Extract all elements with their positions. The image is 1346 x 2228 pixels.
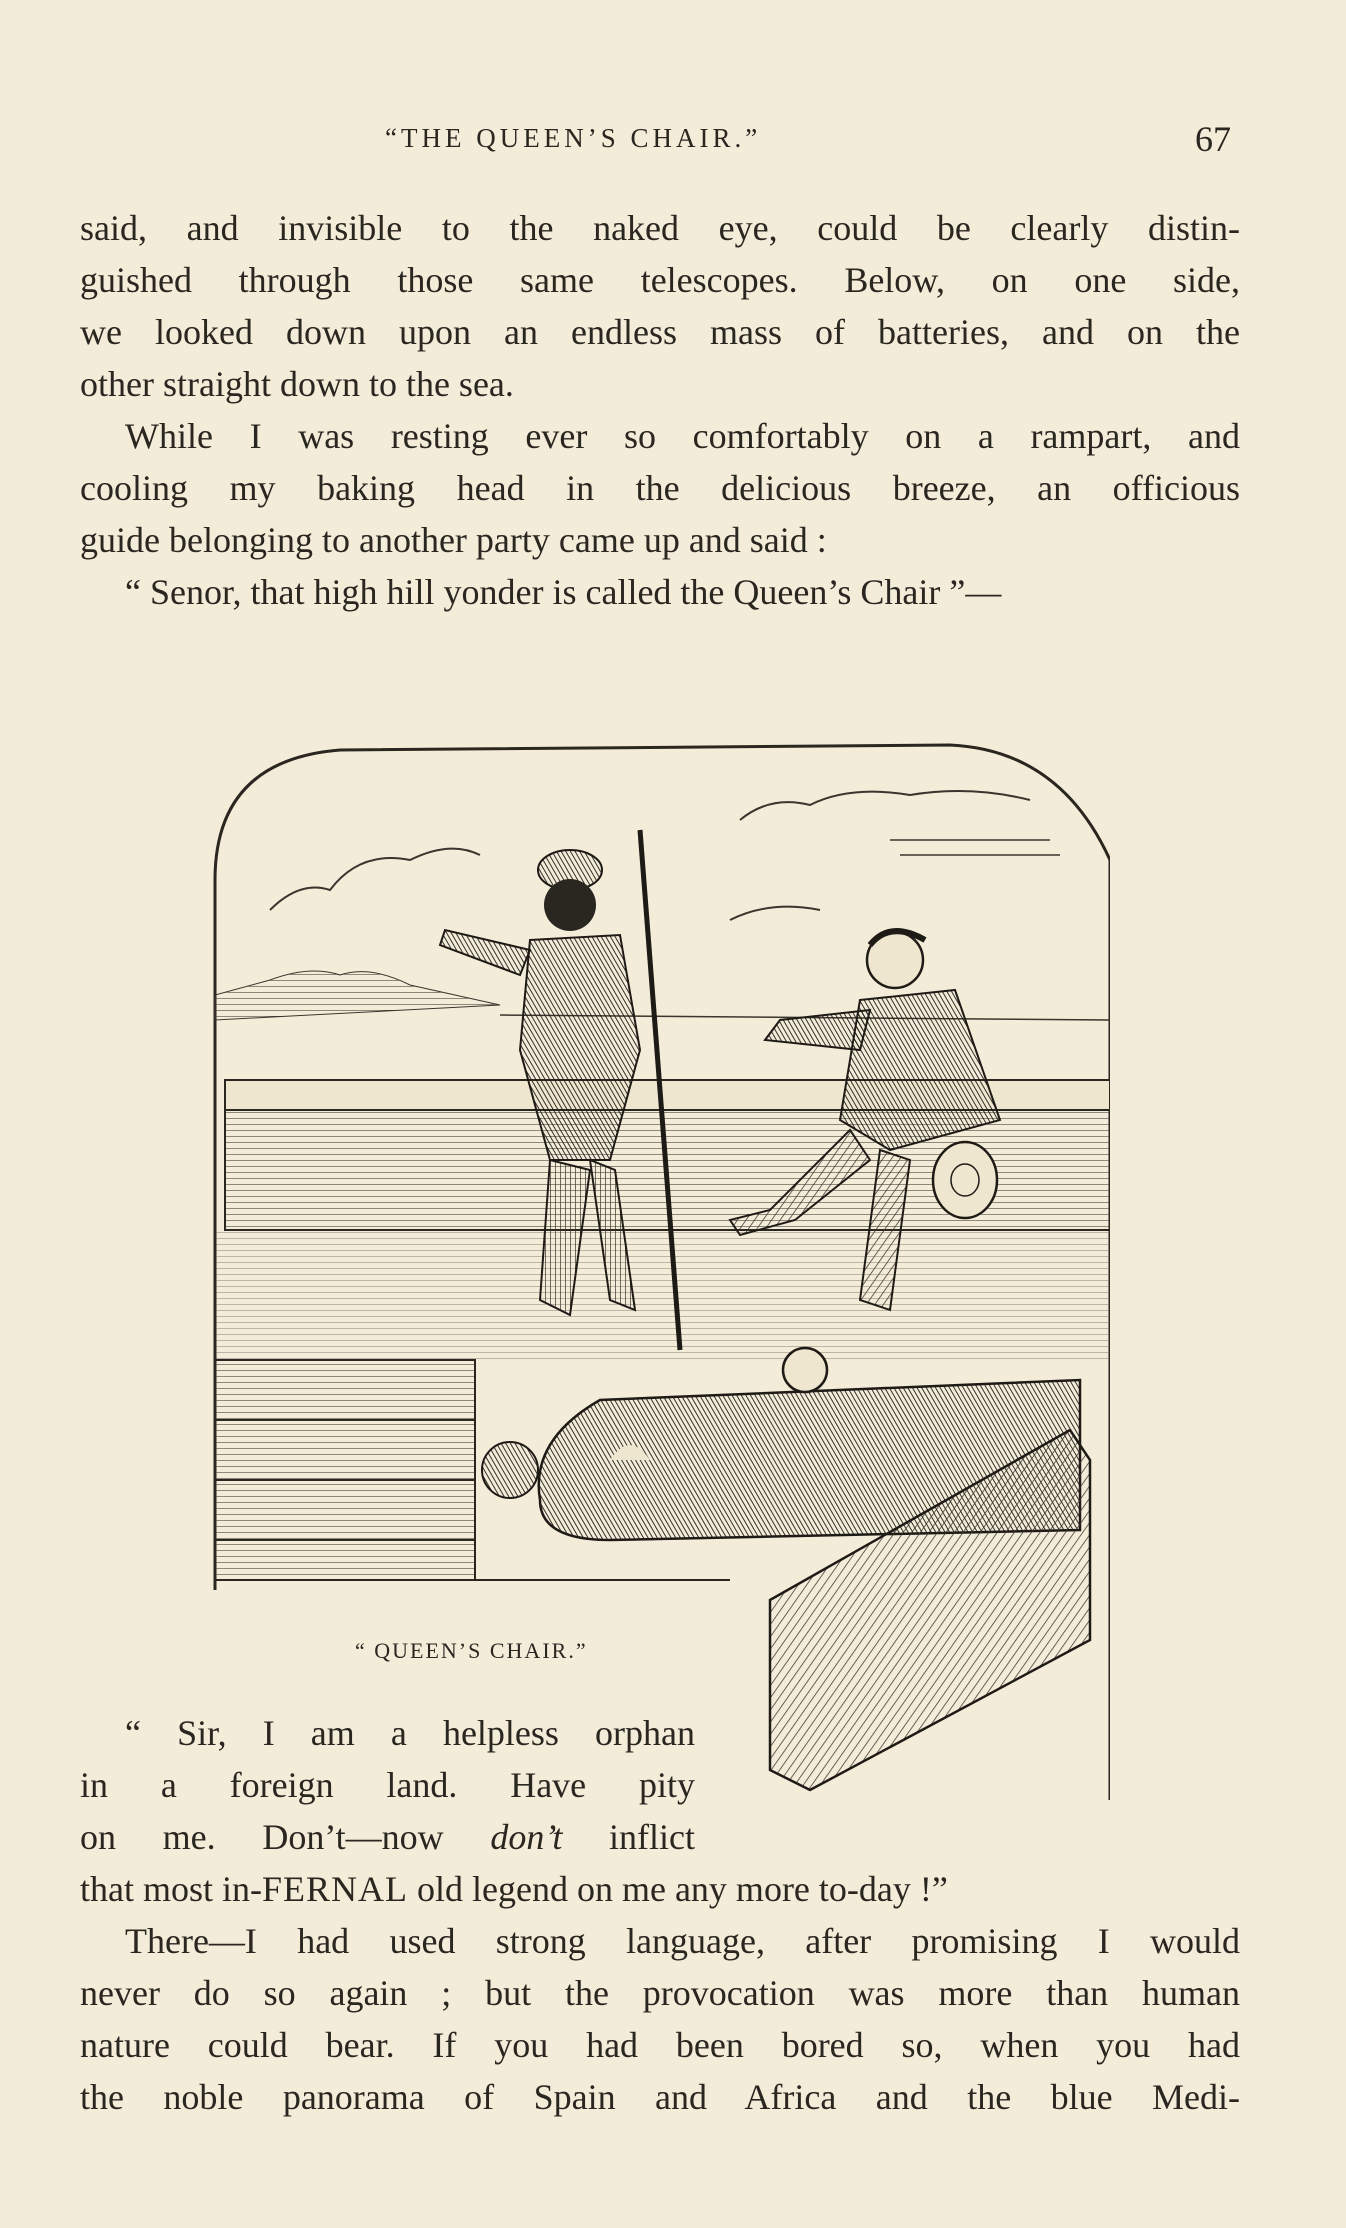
text-run: that most in- bbox=[80, 1869, 262, 1909]
running-header: “THE QUEEN’S CHAIR.” bbox=[385, 123, 762, 153]
text-line bbox=[80, 1811, 695, 1863]
text-run: on me. Don’t—now bbox=[80, 1817, 491, 1857]
text-line: cooling my baking head in the delicious breeze, an officious bbox=[80, 468, 1240, 508]
text-line: While I was resting ever so comfortably on a rampart, and bbox=[125, 416, 1240, 456]
text-line bbox=[80, 1863, 1240, 1915]
text-line: we looked down upon an endless mass of batteries, and on the bbox=[80, 312, 1240, 352]
paragraph-3 bbox=[80, 566, 1240, 618]
paragraph-4-wrapped bbox=[80, 1707, 695, 1863]
text-line: said, and invisible to the naked eye, could be clearly distin- bbox=[80, 208, 1240, 248]
illustration-caption: “ QUEEN’S CHAIR.” bbox=[355, 1638, 588, 1663]
text-line: guished through those same telescopes. Below, on one side, bbox=[80, 260, 1240, 300]
text-line: nature could bear. If you had been bored so, when you had bbox=[80, 2025, 1240, 2065]
paragraph-5 bbox=[80, 1915, 1240, 2123]
text-line: “ Sir, I am a helpless orphan bbox=[125, 1713, 695, 1753]
text-line: the noble panorama of Spain and Africa and the blue Medi- bbox=[80, 2077, 1240, 2117]
text-line: never do so again ; but the provocation was more than human bbox=[80, 1973, 1240, 2013]
text-line: “ Senor, that high hill yonder is called the Queen’s Chair ”— bbox=[125, 572, 1002, 612]
text-line: other straight down to the sea. bbox=[80, 364, 514, 404]
paragraph-1 bbox=[80, 202, 1240, 410]
text-line: in a foreign land. Have pity bbox=[80, 1765, 695, 1805]
text-line: guide belonging to another party came up and said : bbox=[80, 520, 827, 560]
paragraph-2 bbox=[80, 410, 1240, 566]
engraving-illustration bbox=[210, 740, 1110, 1820]
page-number: 67 bbox=[1195, 119, 1231, 159]
paragraph-4-full bbox=[80, 1863, 1240, 1915]
text-line: There—I had used strong language, after promising I would bbox=[125, 1921, 1240, 1961]
emphasis-text: don’t bbox=[490, 1817, 563, 1857]
text-run: old legend on me any more to-day !” bbox=[408, 1869, 948, 1909]
small-caps-text: FERNAL bbox=[262, 1869, 409, 1909]
text-run: inflict bbox=[562, 1817, 695, 1857]
